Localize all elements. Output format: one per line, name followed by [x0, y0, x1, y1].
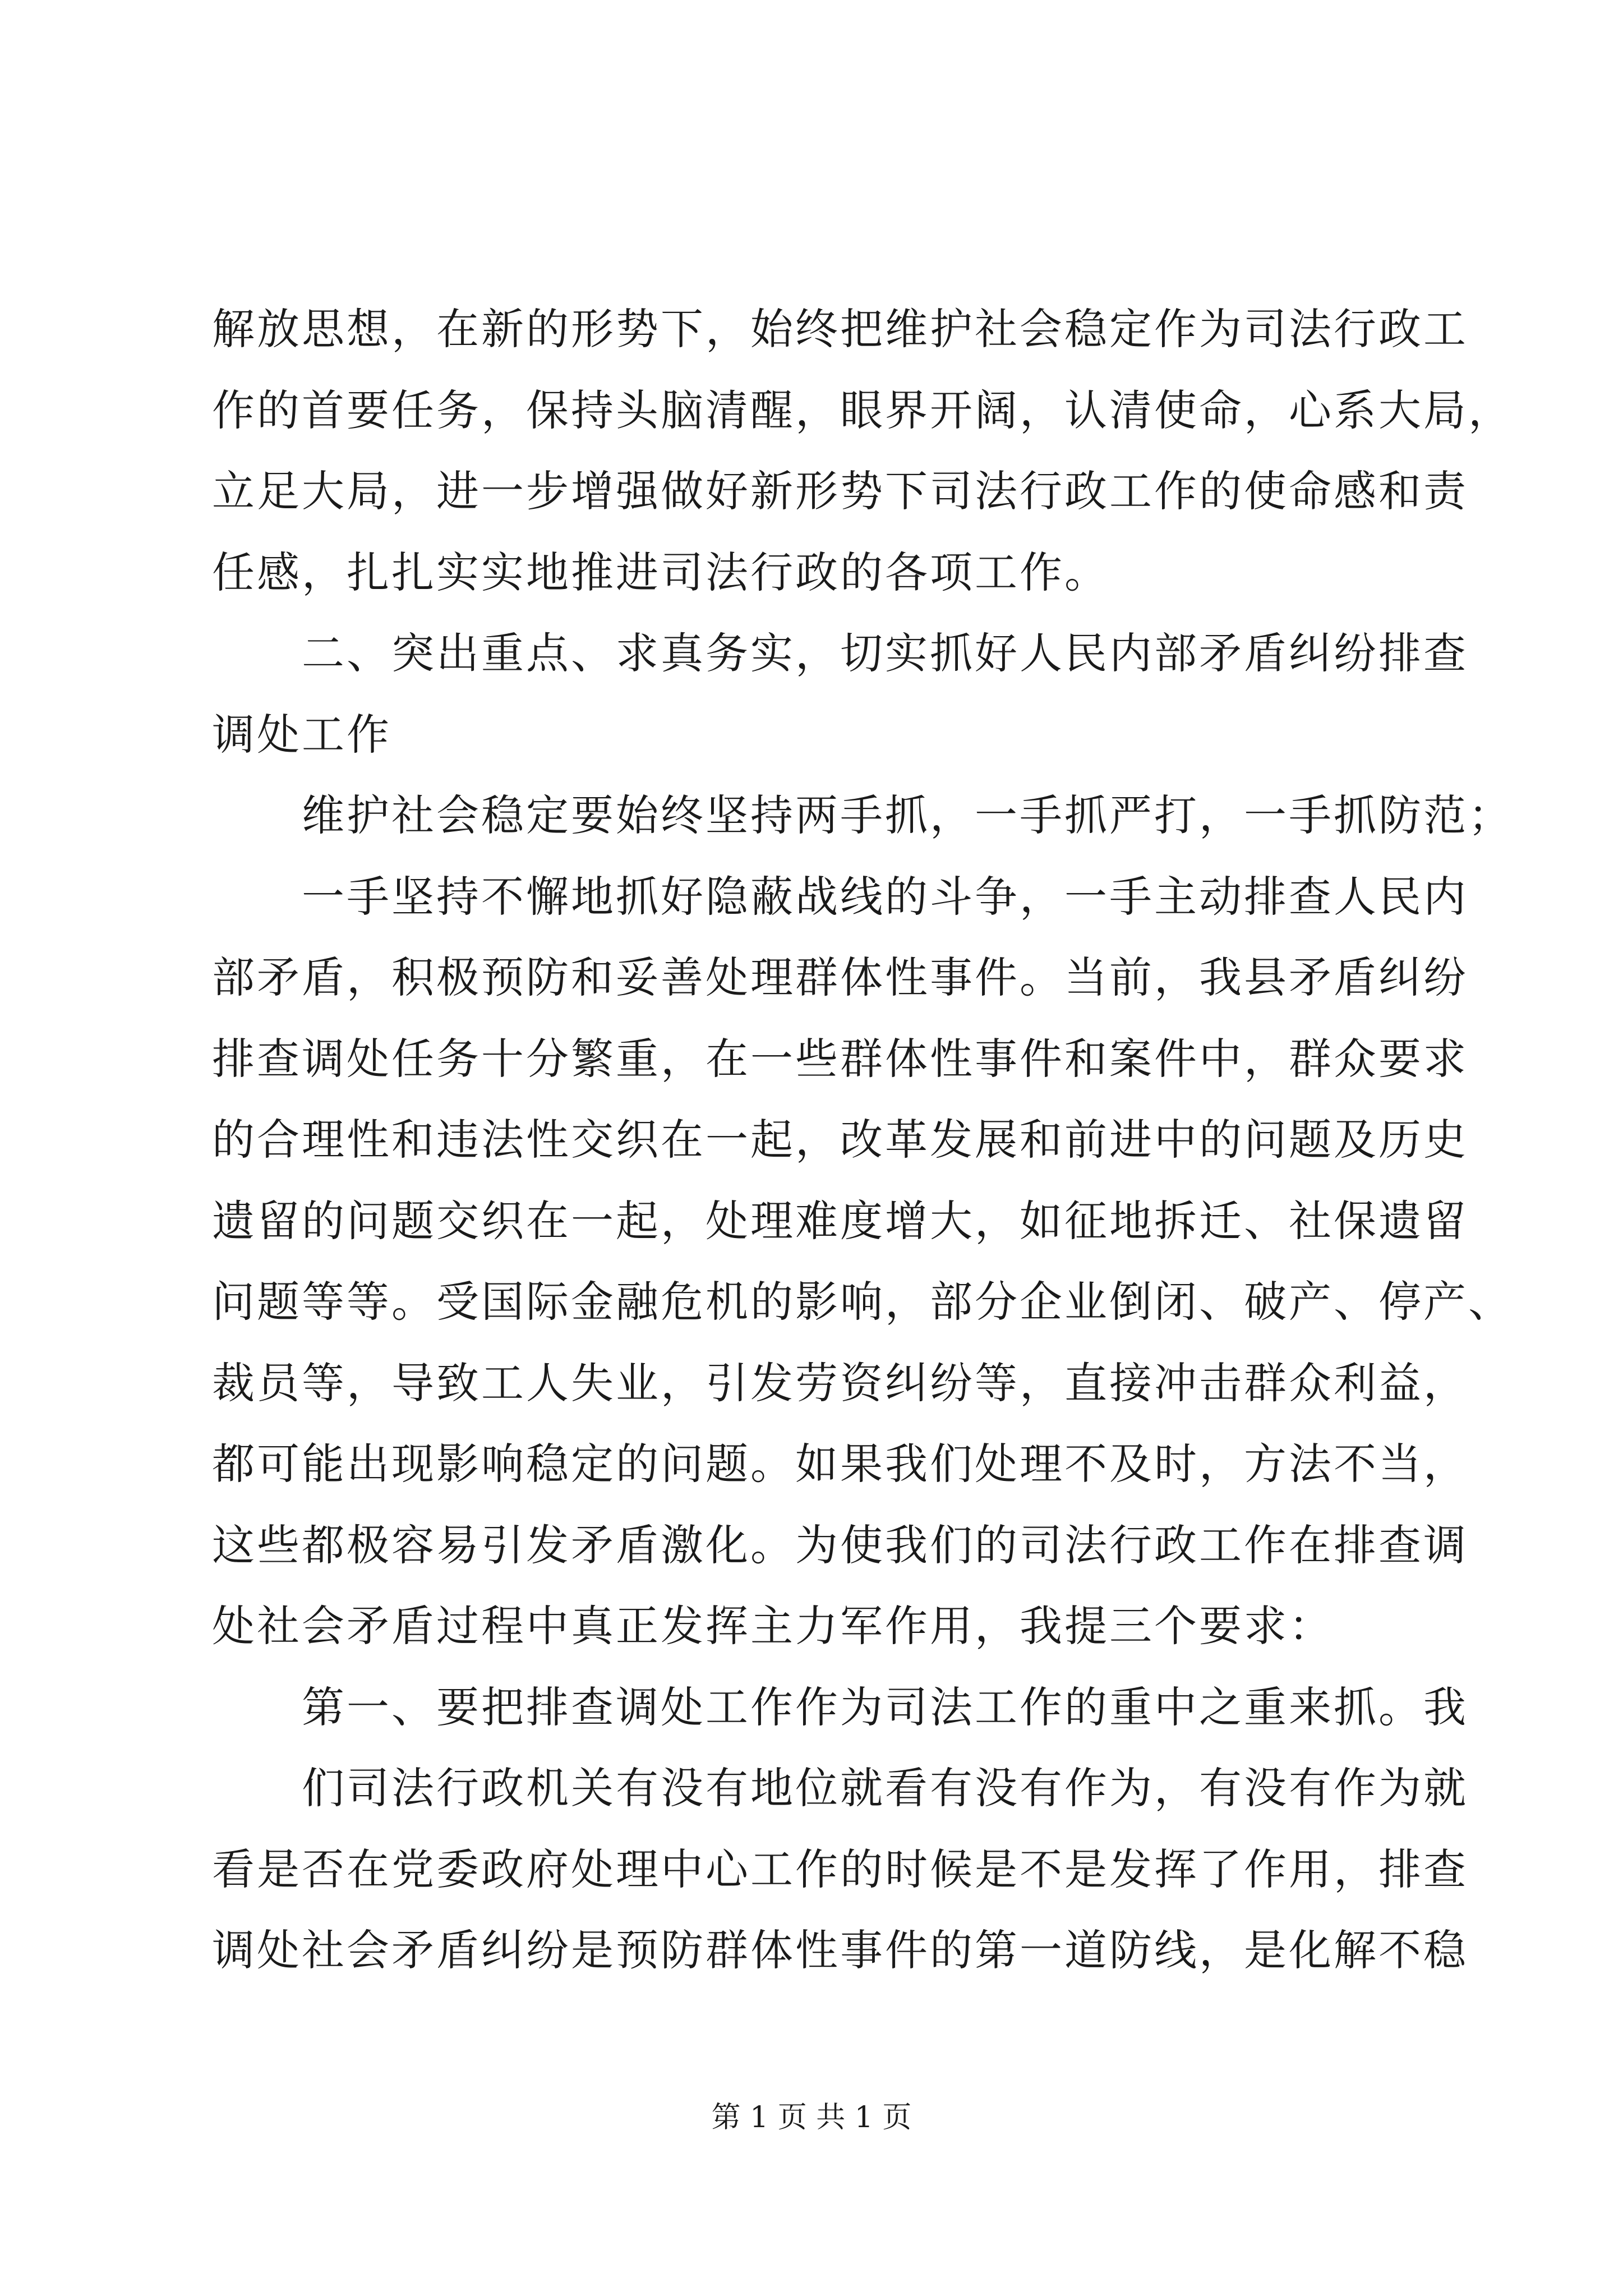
- text-line: 作的首要任务，保持头脑清醒，眼界开阔，认清使命，心系大局，: [212, 385, 1513, 435]
- text-line: 部矛盾，积极预防和妥善处理群体性事件。当前，我县矛盾纠纷: [212, 953, 1468, 1002]
- text-line: 解放思想，在新的形势下，始终把维护社会稳定作为司法行政工: [212, 304, 1468, 354]
- text-line: 调处工作: [212, 709, 391, 760]
- text-line: 调处社会矛盾纠纷是预防群体性事件的第一道防线，是化解不稳: [212, 1925, 1468, 1975]
- text-line: 裁员等，导致工人失业，引发劳资纠纷等，直接冲击群众利益，: [212, 1358, 1468, 1408]
- text-line: 看是否在党委政府处理中心工作的时候是不是发挥了作用，排查: [212, 1844, 1468, 1894]
- text-line: 们司法行政机关有没有地位就看有没有作为，有没有作为就: [302, 1763, 1468, 1813]
- text-line: 遗留的问题交织在一起，处理难度增大，如征地拆迁、社保遗留: [212, 1195, 1468, 1246]
- text-line: 排查调处任务十分繁重，在一些群体性事件和案件中，群众要求: [212, 1033, 1468, 1084]
- text-line: 维护社会稳定要始终坚持两手抓，一手抓严打，一手抓防范；: [302, 790, 1513, 840]
- document-body: [212, 289, 1513, 1991]
- text-line: 第一、要把排查调处工作作为司法工作的重中之重来抓。我: [302, 1682, 1468, 1732]
- text-line: 这些都极容易引发矛盾激化。为使我们的司法行政工作在排查调: [212, 1520, 1468, 1570]
- text-line: 二、突出重点、求真务实，切实抓好人民内部矛盾纠纷排查: [302, 628, 1468, 678]
- text-line: 立足大局，进一步增强做好新形势下司法行政工作的使命感和责: [212, 466, 1468, 516]
- text-line: 处社会矛盾过程中真正发挥主力军作用，我提三个要求：: [212, 1601, 1334, 1651]
- page-footer: 第 1 页 共 1 页: [711, 2101, 912, 2134]
- text-line: 的合理性和违法性交织在一起，改革发展和前进中的问题及历史: [212, 1115, 1468, 1165]
- text-line: 一手坚持不懈地抓好隐蔽战线的斗争，一手主动排查人民内: [302, 871, 1468, 922]
- text-line: 问题等等。受国际金融危机的影响，部分企业倒闭、破产、停产、: [212, 1277, 1513, 1327]
- text-line: 都可能出现影响稳定的问题。如果我们处理不及时，方法不当，: [212, 1439, 1468, 1489]
- text-line: 任感，扎扎实实地推进司法行政的各项工作。: [212, 547, 1109, 597]
